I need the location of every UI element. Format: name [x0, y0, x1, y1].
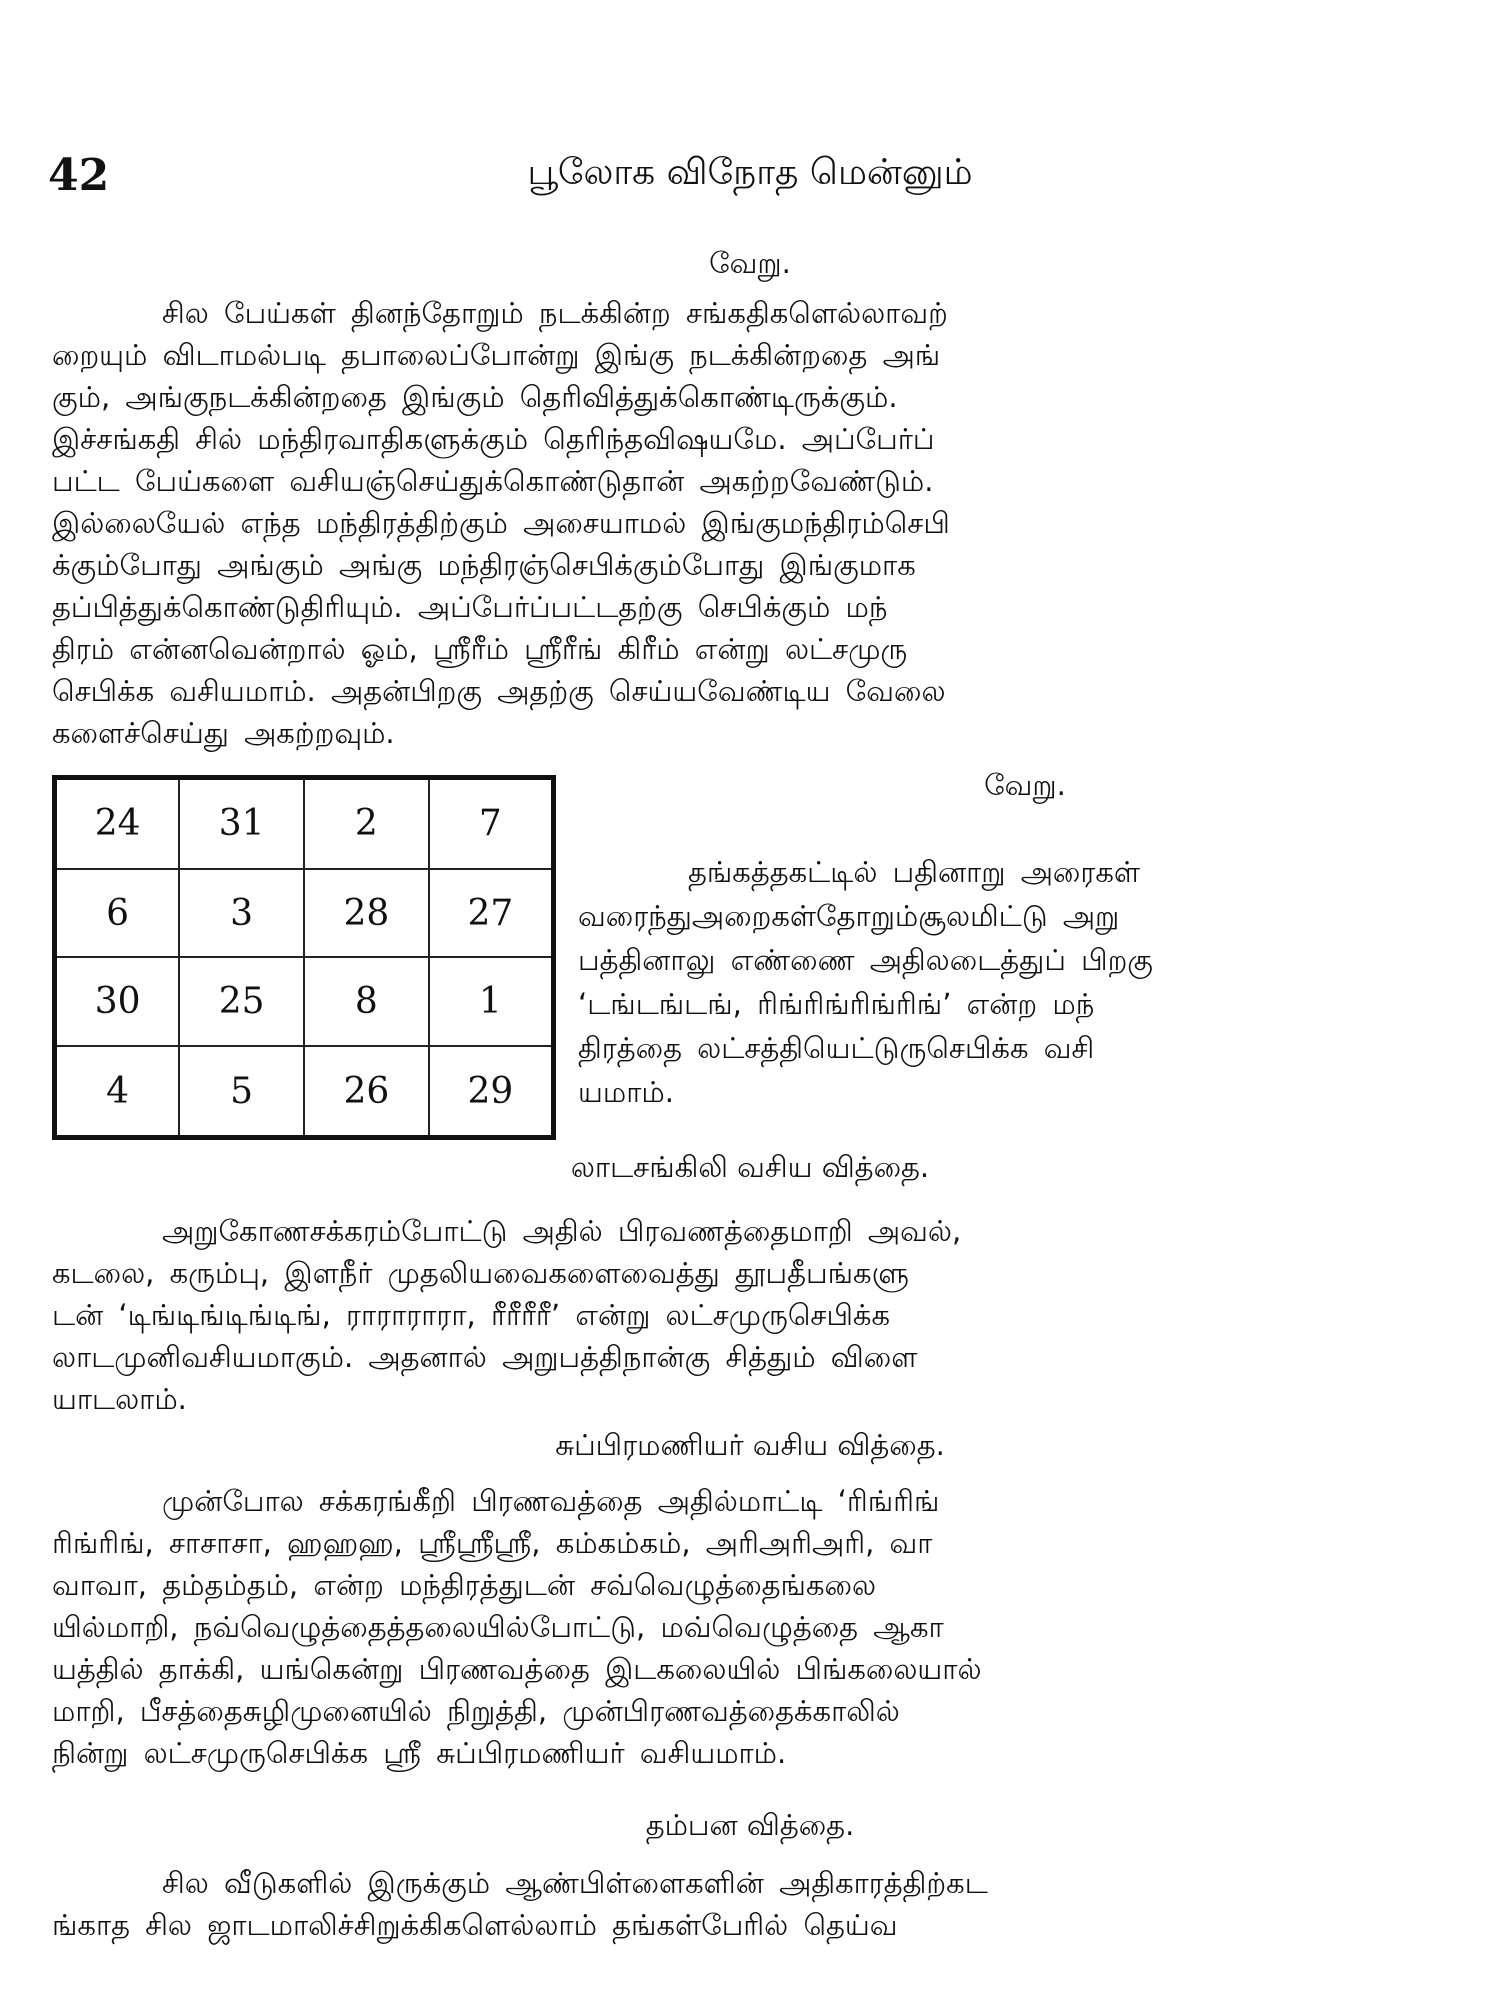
text-line: ரிங்ரிங், சாசாசா, ஹஹஹ, ஸ்ரீஸ்ரீஸ்ரீ, கம்கம்கம், அரிஅரிஅரி, வா [52, 1526, 933, 1560]
text-line: யில்மாறி, நவ்வெழுத்தைத்தலையில்போட்டு, மவ்வெழுத்தை ஆகா [52, 1610, 944, 1644]
text-line: செபிக்க வசியமாம். அதன்பிறகு அதற்கு செய்யவேண்டிய வேலை [52, 674, 946, 708]
section-heading: சுப்பிரமணியர் வசிய வித்தை. [555, 1428, 945, 1462]
text-line: சில பேய்கள் தினந்தோறும் நடக்கின்ற சங்கதிகளெல்லாவற் [162, 296, 948, 330]
text-line: யாடலாம். [52, 1382, 187, 1416]
section-heading: வேறு. [984, 768, 1066, 802]
grid-cell: 5 [179, 1046, 304, 1138]
yantra-grid [52, 775, 556, 1140]
grid-row [55, 778, 554, 869]
section-heading: தம்பன வித்தை. [645, 1808, 855, 1842]
grid-cell: 4 [55, 1046, 180, 1138]
grid-cell: 6 [55, 869, 180, 958]
text-line: களைச்செய்து அகற்றவும். [52, 716, 395, 750]
running-title: பூலோக விநோத மென்னும் [527, 152, 973, 193]
grid-cell: 26 [304, 1046, 429, 1138]
text-line: ‘டங்டங்டங், ரிங்ரிங்ரிங்ரிங்’ என்ற மந் [578, 987, 1095, 1021]
section-paragraph [578, 850, 1458, 1114]
text-line: ங்காத சில ஜாடமாலிச்சிறுக்கிகளெல்லாம் தங்கள்பேரில் தெய்வ [52, 1908, 898, 1942]
text-line: டன் ‘டிங்டிங்டிங்டிங், ராராராரா, ரீரீரீரீ’ என்று லட்சமுருசெபிக்க [52, 1298, 891, 1332]
grid-cell: 31 [179, 778, 304, 869]
section-paragraph [52, 1210, 1452, 1420]
text-line: பட்ட பேய்களை வசியஞ்செய்துக்கொண்டுதான் அகற்றவேண்டும். [52, 464, 934, 498]
section-paragraph [52, 292, 1452, 754]
grid-cell: 27 [429, 869, 554, 958]
text-line: மாறி, பீசத்தைசுழிமுனையில் நிறுத்தி, முன்பிரணவத்தைக்காலில் [52, 1694, 900, 1728]
text-line: இல்லையேல் எந்த மந்திரத்திற்கும் அசையாமல் இங்குமந்திரம்செபி [52, 506, 950, 540]
text-line: திரம் என்னவென்றால் ஓம், ஸ்ரீரீம் ஸ்ரீரீங் கிரீம் என்று லட்சமுரு [52, 632, 908, 666]
grid-cell: 7 [429, 778, 554, 869]
text-line: திரத்தை லட்சத்தியெட்டுருசெபிக்க வசி [578, 1031, 1095, 1065]
text-line: வரைந்துஅறைகள்தோறும்சூலமிட்டு அறு [578, 899, 1120, 933]
text-line: பத்தினாலு எண்ணை அதிலடைத்துப் பிறகு [578, 943, 1153, 977]
grid-cell: 29 [429, 1046, 554, 1138]
text-line: தப்பித்துக்கொண்டுதிரியும். அப்பேர்ப்பட்டதற்கு செபிக்கும் மந் [52, 590, 888, 624]
text-line: இச்சங்கதி சில் மந்திரவாதிகளுக்கும் தெரிந்தவிஷயமே. அப்பேர்ப் [52, 422, 935, 456]
grid-cell: 2 [304, 778, 429, 869]
section-paragraph [52, 1480, 1452, 1774]
grid-row [55, 1046, 554, 1138]
text-line: முன்போல சக்கரங்கீறி பிரணவத்தை அதில்மாட்டி ‘ரிங்ரிங் [162, 1484, 940, 1518]
grid-cell: 1 [429, 957, 554, 1046]
page-header [40, 150, 1460, 210]
text-line: றையும் விடாமல்படி தபாலைப்போன்று இங்கு நடக்கின்றதை அங் [52, 338, 941, 372]
text-line: சில வீடுகளில் இருக்கும் ஆண்பிள்ளைகளின் அதிகாரத்திற்கட [162, 1866, 988, 1900]
grid-row [55, 869, 554, 958]
grid-cell: 28 [304, 869, 429, 958]
grid-cell: 8 [304, 957, 429, 1046]
section-heading: வேறு. [709, 246, 791, 280]
text-line: க்கும்போது அங்கும் அங்கு மந்திரஞ்செபிக்கும்போது இங்குமாக [52, 548, 916, 582]
page-number: 42 [48, 150, 110, 201]
text-line: கடலை, கரும்பு, இளநீர் முதலியவைகளைவைத்து தூபதீபங்களு [52, 1256, 909, 1290]
grid-row [55, 957, 554, 1046]
text-line: யத்தில் தாக்கி, யங்கென்று பிரணவத்தை இடகலையில் பிங்கலையால் [52, 1652, 982, 1686]
section-paragraph [52, 1862, 1452, 1946]
text-line: அறுகோணசக்கரம்போட்டு அதில் பிரவணத்தைமாறி அவல், [162, 1214, 962, 1248]
text-line: கும், அங்குநடக்கின்றதை இங்கும் தெரிவித்துக்கொண்டிருக்கும். [52, 380, 898, 414]
grid-cell: 3 [179, 869, 304, 958]
text-line: தங்கத்தகட்டில் பதினாறு அரைகள் [688, 855, 1141, 889]
text-line: வாவா, தம்தம்தம், என்ற மந்திரத்துடன் சவ்வெழுத்தைங்கலை [52, 1568, 877, 1602]
grid-cell: 25 [179, 957, 304, 1046]
text-line: யமாம். [578, 1075, 674, 1109]
grid-cell: 30 [55, 957, 180, 1046]
section-heading: லாடசங்கிலி வசிய வித்தை. [570, 1150, 930, 1184]
text-line: லாடமுனிவசியமாகும். அதனால் அறுபத்திநான்கு சித்தும் விளை [52, 1340, 918, 1374]
grid-cell: 24 [55, 778, 180, 869]
text-line: நின்று லட்சமுருசெபிக்க ஸ்ரீ சுப்பிரமணியர் வசியமாம். [52, 1736, 787, 1770]
